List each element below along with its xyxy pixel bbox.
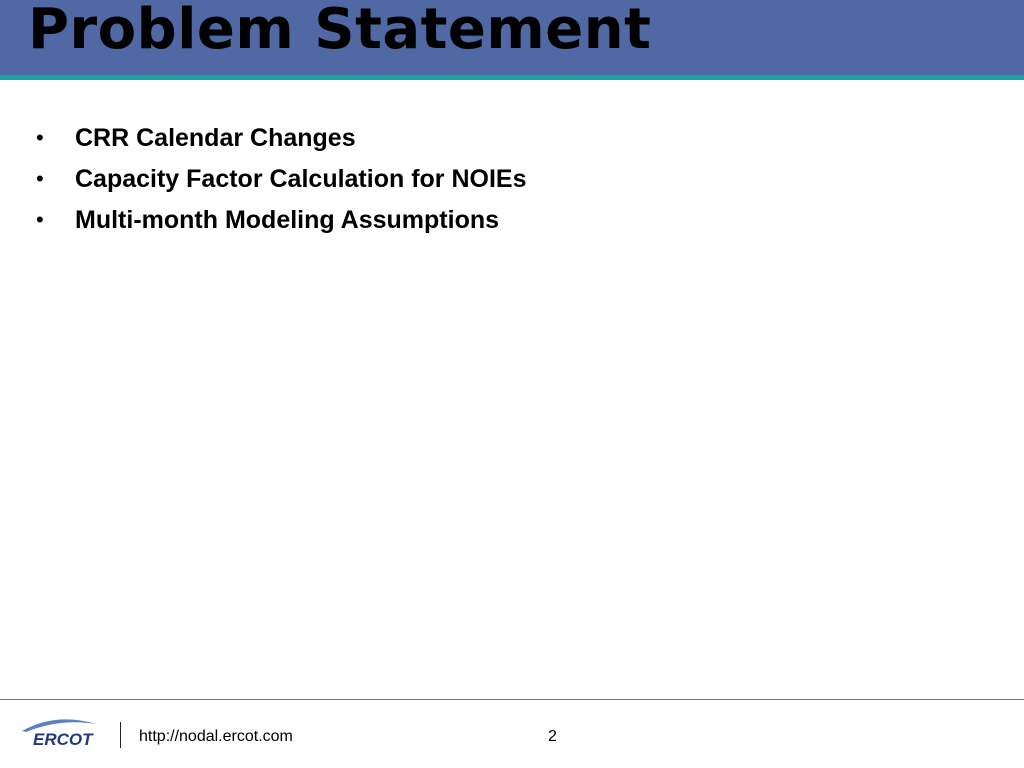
footer-divider (120, 722, 121, 748)
bullet-item (0, 159, 1024, 200)
bullet-list (0, 118, 1024, 241)
bullet-text: CRR Calendar Changes (75, 124, 356, 152)
title-band-accent-line (0, 75, 1024, 80)
slide-title: Problem Statement (28, 0, 652, 62)
bullet-text: Capacity Factor Calculation for NOIEs (75, 165, 527, 193)
bullet-marker: • (36, 207, 44, 232)
bullet-item (0, 200, 1024, 241)
logo-wordmark: ERCOT (33, 730, 93, 749)
bullet-item (0, 118, 1024, 159)
page-number: 2 (548, 728, 557, 745)
footer-url: http://nodal.ercot.com (139, 728, 293, 745)
bullet-marker: • (36, 125, 44, 150)
bullet-text: Multi-month Modeling Assumptions (75, 206, 500, 234)
footer-rule (0, 699, 1024, 700)
ercot-logo (20, 714, 100, 750)
bullet-marker: • (36, 166, 44, 191)
